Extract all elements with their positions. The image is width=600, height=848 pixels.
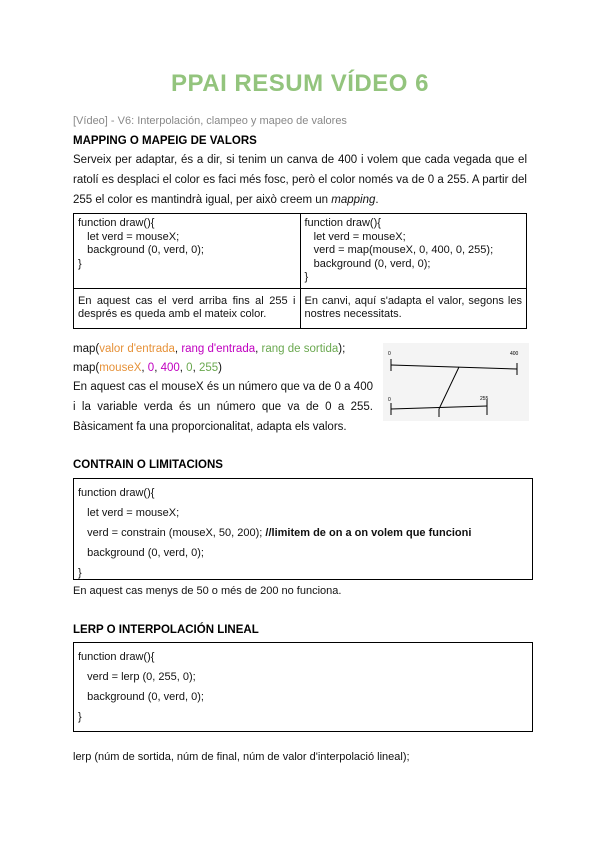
constrain-heading: CONTRAIN O LIMITACIONS bbox=[73, 459, 223, 471]
code-line: function draw(){ bbox=[304, 217, 381, 229]
mapping-paragraph bbox=[73, 150, 527, 210]
separator: , bbox=[154, 362, 161, 374]
map-example-arg: 400 bbox=[160, 362, 180, 374]
diagram-label: 255 bbox=[480, 396, 489, 402]
right-code-cell bbox=[300, 214, 527, 289]
map-example bbox=[73, 362, 222, 374]
mapping-diagram bbox=[383, 343, 529, 421]
map-example-prefix: map( bbox=[73, 362, 100, 374]
right-desc-cell: En canvi, aquí s'adapta el valor, segons les nostres necessitats. bbox=[300, 288, 527, 328]
code-line: verd = map(mouseX, 0, 400, 0, 255); bbox=[304, 244, 494, 256]
lerp-heading: LERP O INTERPOLACIÓN LINEAL bbox=[73, 624, 259, 636]
mapping-heading: MAPPING O MAPEIG DE VALORS bbox=[73, 135, 257, 147]
map-example-arg: 255 bbox=[198, 362, 219, 374]
separator: , bbox=[255, 343, 262, 355]
constrain-note: En aquest cas menys de 50 o més de 200 no funciona. bbox=[73, 585, 342, 597]
mapping-comparison-table bbox=[73, 213, 527, 329]
diagram-label: 400 bbox=[510, 351, 519, 357]
map-explanation: En aquest cas el mouseX és un número que va de 0 a 400 i la variable verda és un número que va de 0 a 255. Bàsicament fa una proporcionalitat, adapta els valors. bbox=[73, 381, 373, 433]
code-line: verd = lerp (0, 255, 0); bbox=[78, 671, 196, 683]
code-line bbox=[78, 523, 528, 543]
code-line: function draw(){ bbox=[78, 217, 155, 229]
separator: , bbox=[179, 362, 187, 374]
code-line: background (0, verd, 0); bbox=[78, 691, 204, 703]
separator: , bbox=[174, 343, 182, 355]
diagram-label: 0 bbox=[388, 397, 391, 403]
code-line: background (0, verd, 0); bbox=[78, 547, 204, 559]
map-signature-prefix: map( bbox=[73, 343, 100, 355]
code-line: let verd = mouseX; bbox=[78, 230, 180, 243]
constrain-code-box bbox=[73, 478, 533, 580]
code-line: } bbox=[78, 567, 82, 579]
code-comment: //limitem de on a on volem que funcioni bbox=[265, 527, 472, 539]
map-example-arg: mouseX bbox=[99, 362, 142, 374]
mapping-paragraph-text: Serveix per adaptar, és a dir, si tenim un canva de 400 i volem que cada vegada que el ratolí es desplaci el color es faci més fosc, però el color només va de 0 a 255. A partir del 255 el color es mantindrà igual, per això creem un bbox=[73, 154, 527, 206]
table-row bbox=[74, 288, 527, 328]
code-line: let verd = mouseX; bbox=[78, 507, 180, 519]
lerp-signature: lerp (núm de sortida, núm de final, núm de valor d'interpolació lineal); bbox=[73, 751, 410, 763]
code-line: background (0, verd, 0); bbox=[304, 257, 431, 270]
map-arg-input-value: valor d'entrada bbox=[99, 343, 175, 355]
page-title: PPAI RESUM VÍDEO 6 bbox=[171, 70, 429, 97]
code-line: } bbox=[304, 271, 309, 283]
mapping-paragraph-italic: mapping bbox=[331, 194, 376, 206]
diagram-background bbox=[383, 343, 529, 421]
code-line: let verd = mouseX; bbox=[304, 230, 406, 243]
map-example-suffix: ) bbox=[218, 362, 222, 374]
map-signature bbox=[73, 343, 345, 355]
table-row bbox=[74, 214, 527, 289]
code-line: function draw(){ bbox=[78, 651, 155, 663]
map-signature-suffix: ); bbox=[338, 343, 346, 355]
map-arg-input-range: rang d'entrada bbox=[181, 343, 256, 355]
diagram-label: 0 bbox=[388, 351, 391, 357]
map-example-arg: 0 bbox=[186, 362, 193, 374]
code-line: function draw(){ bbox=[78, 487, 155, 499]
left-desc-cell: En aquest cas el verd arriba fins al 255 i després es queda amb el mateix color. bbox=[74, 288, 301, 328]
separator: , bbox=[141, 362, 148, 374]
code-text: verd = constrain (mouseX, 50, 200); bbox=[78, 527, 263, 539]
page-subtitle: [Vídeo] - V6: Interpolación, clampeo y mapeo de valores bbox=[73, 115, 347, 127]
left-code-cell bbox=[74, 214, 301, 289]
separator: , bbox=[192, 362, 199, 374]
code-line: background (0, verd, 0); bbox=[78, 244, 204, 256]
code-line: } bbox=[78, 711, 82, 723]
map-arg-output-range: rang de sortida bbox=[261, 343, 339, 355]
map-example-arg: 0 bbox=[147, 362, 155, 374]
lerp-code-box bbox=[73, 642, 533, 732]
mapping-paragraph-end: . bbox=[375, 194, 379, 206]
code-line: } bbox=[78, 257, 82, 270]
